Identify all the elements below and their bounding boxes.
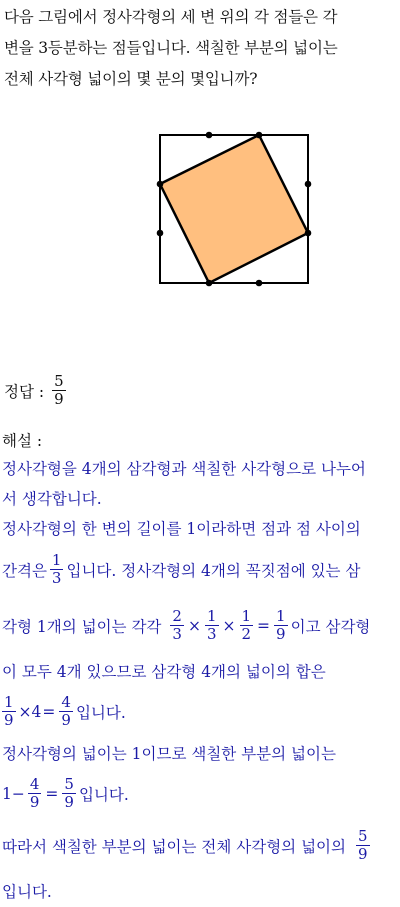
explanation-line-9: 1− $\frac{4}{9}$ = $\frac{5}{9}$ 입니다. bbox=[2, 775, 129, 811]
point-top-1 bbox=[206, 132, 213, 139]
explanation-line-2: 서 생각합니다. bbox=[2, 490, 102, 508]
point-top-2 bbox=[256, 132, 263, 139]
point-right-2 bbox=[305, 230, 312, 237]
explanation-line-8: 정사각형의 넓이는 1이므로 색칠한 부분의 넓이는 bbox=[2, 745, 336, 763]
point-left-2 bbox=[157, 230, 164, 237]
fraction-one-ninth: $\frac{1}{9}$ bbox=[276, 607, 286, 643]
answer-denominator: 9 bbox=[54, 390, 64, 408]
fraction-four-ninths-2: $\frac{4}{9}$ bbox=[29, 775, 40, 811]
fraction-four-ninths: $\frac{4}{9}$ bbox=[61, 693, 71, 729]
question-line-2: 변을 3등분하는 점들입니다. 색칠한 부분의 넓이는 bbox=[4, 39, 338, 57]
explanation-line-11: 입니다. bbox=[2, 883, 52, 901]
fraction-one-ninth-2: $\frac{1}{9}$ bbox=[4, 693, 14, 729]
fraction-two-thirds: $\frac{2}{3}$ bbox=[172, 607, 182, 643]
question-line-3: 전체 사각형 넓이의 몇 분의 몇입니까? bbox=[4, 70, 258, 88]
explanation-line-7: $\frac{1}{9}$ ×4 = $\frac{4}{9}$ 입니다. bbox=[4, 693, 126, 729]
shaded-square bbox=[160, 135, 308, 283]
square-figure bbox=[150, 128, 320, 298]
point-right-1 bbox=[305, 181, 312, 188]
point-bottom-1 bbox=[206, 280, 213, 287]
explanation-line-5: 각형 1개의 넓이는 각각 $\frac{2}{3}$ × $\frac{1}{3}$ × $\frac{1}{2}$ = $\frac{1}{9}$ 이고 삼각형 bbox=[2, 607, 371, 643]
explanation-line-6: 이 모두 4개 있으므로 삼각형 4개의 넓이의 합은 bbox=[2, 663, 326, 681]
answer-fraction bbox=[52, 373, 66, 408]
fraction-one-half: $\frac{1}{2}$ bbox=[241, 607, 252, 643]
point-left-1 bbox=[157, 181, 164, 188]
answer-label: 정답 : bbox=[4, 382, 45, 401]
fraction-five-ninths: $\frac{5}{9}$ bbox=[64, 775, 74, 811]
answer-numerator: 5 bbox=[54, 372, 64, 390]
point-bottom-2 bbox=[256, 280, 263, 287]
explanation-label: 해설 : bbox=[2, 432, 43, 450]
fraction-one-third-2: $\frac{1}{3}$ bbox=[206, 607, 217, 643]
answer-block bbox=[4, 373, 69, 408]
explanation-line-4: 간격은 $\frac{1}{3}$ 입니다. 정사각형의 4개의 꼭짓점에 있는 삼 bbox=[2, 551, 361, 587]
fraction-one-third: $\frac{1}{3}$ bbox=[51, 551, 62, 587]
explanation-line-3: 정사각형의 한 변의 길이를 1이라하면 점과 점 사이의 bbox=[2, 520, 361, 538]
question-line-1: 다음 그림에서 정사각형의 세 변 위의 각 점들은 각 bbox=[4, 8, 338, 26]
question-text bbox=[4, 2, 398, 95]
explanation-line-1: 정사각형을 4개의 삼각형과 색칠한 사각형으로 나누어 bbox=[2, 460, 366, 478]
fraction-five-ninths-2: $\frac{5}{9}$ bbox=[358, 827, 368, 863]
explanation-line-10: 따라서 색칠한 부분의 넓이는 전체 사각형의 넓이의 $\frac{5}{9}$ bbox=[2, 827, 368, 863]
